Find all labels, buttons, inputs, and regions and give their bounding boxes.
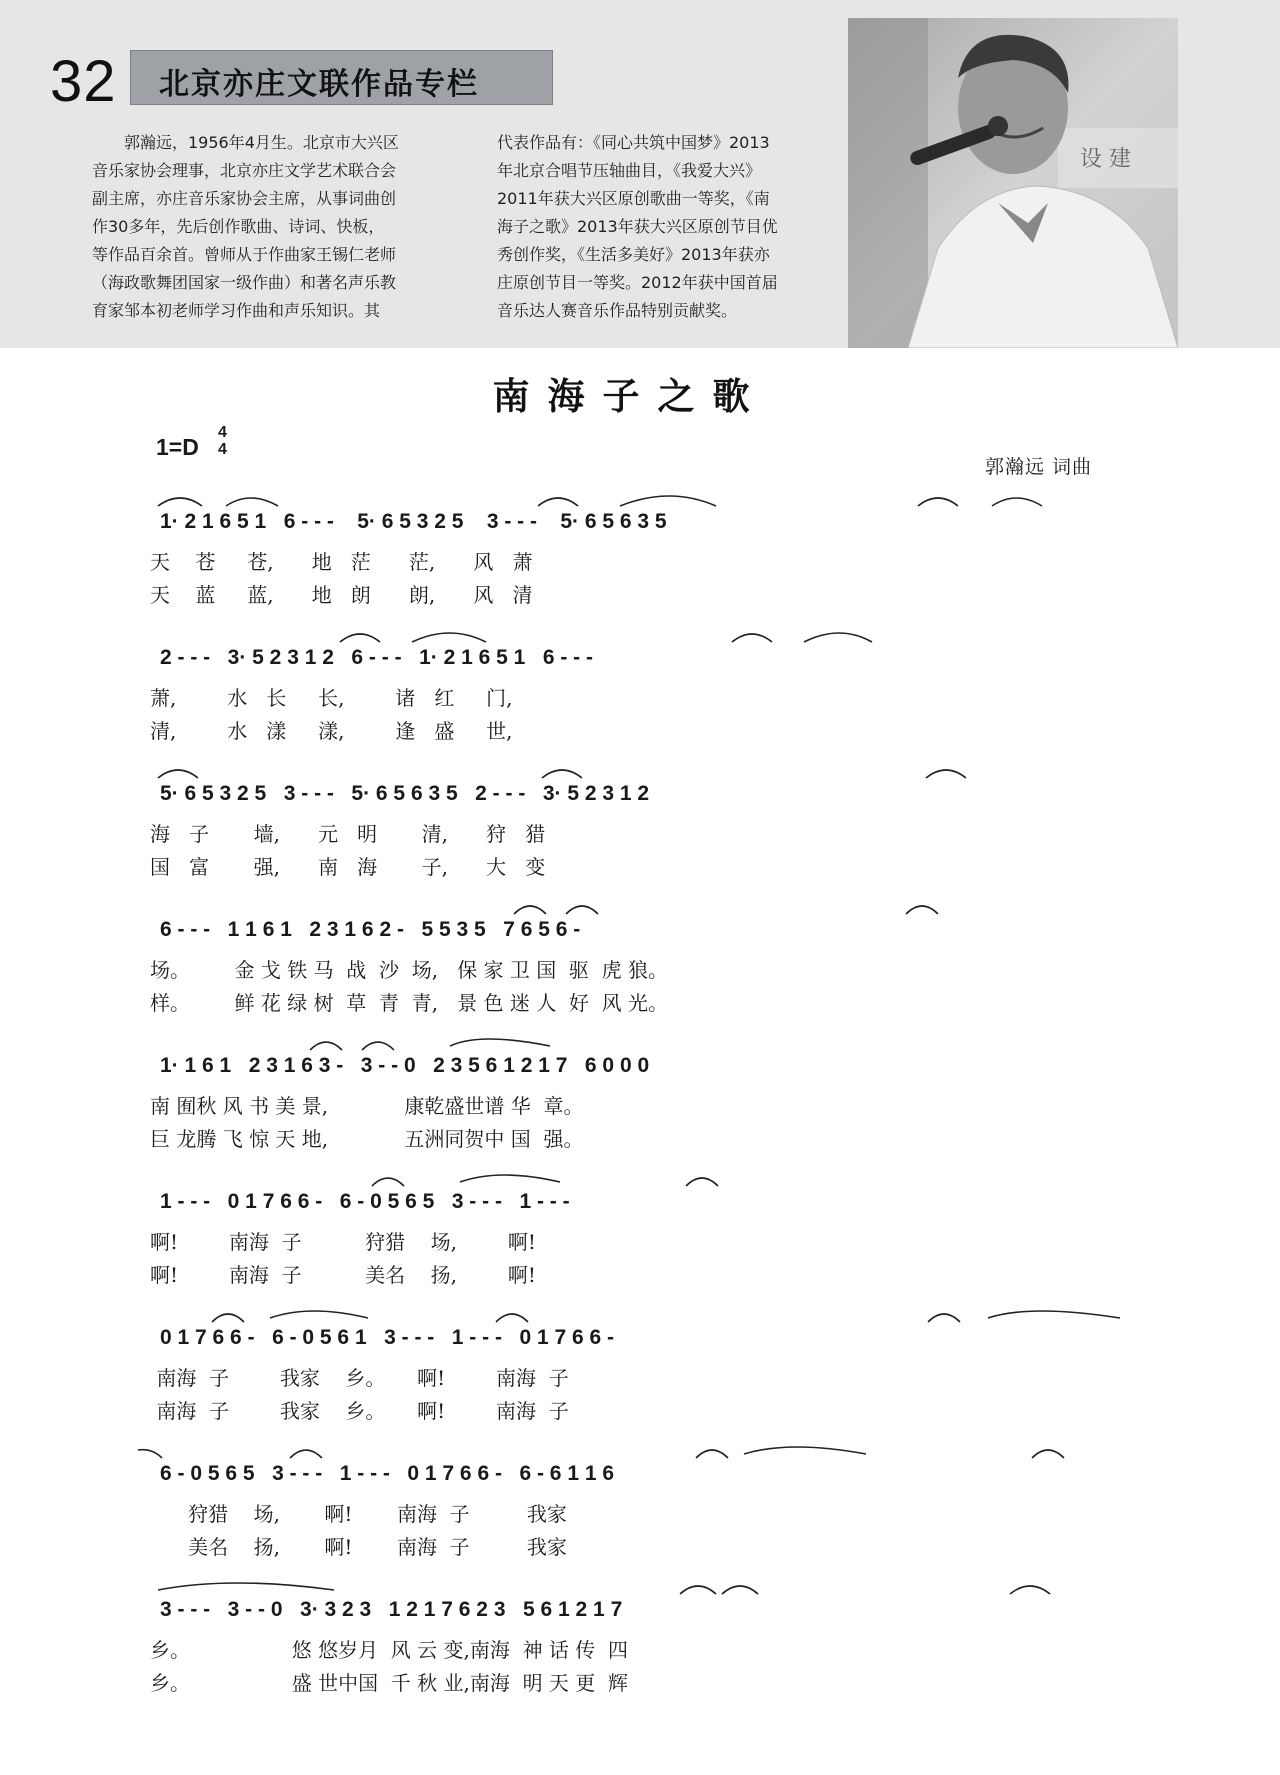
bio-line: 秀创作奖，《生活多美好》2013年获亦 [497,245,770,264]
measure-notes: 1· 1 6 1 2 3 1 6 3 - 3 - - 0 2 3 5 6 1 2 1 7 6 0 0 0 [160,1054,650,1077]
notation-line [150,1054,1120,1086]
bio-line: 海子之歌》2013年获大兴区原创节目优 [497,217,778,236]
measure-notes: 1 - - - 0 1 7 6 6 - 6 - 0 5 6 5 3 - - - 1 - - - [160,1190,570,1213]
lyric-verse-2: 清, 水 漾 漾, 逢 盛 世, [150,719,513,743]
lyric-verse-2: 巨 龙腾 飞 惊 天 地, 五洲同贺中 国 强。 [150,1127,584,1151]
composer-credit: 郭瀚远 词曲 [985,456,1093,478]
composer-photo [848,18,1178,348]
lyric-verse-1: 萧, 水 长 长, 诸 红 门, [150,686,513,710]
notation-line [150,1462,1120,1494]
notation-line [150,1598,1120,1630]
score-system [150,1598,1120,1708]
bio-line: （海政歌舞团国家一级作曲）和著名声乐教 [92,273,397,292]
lyric-verse-2: 国 富 强, 南 海 子, 大 变 [150,855,546,879]
lyric-verse-1: 场。 金 戈 铁 马 战 沙 场, 保 家 卫 国 驱 虎 狼。 [150,958,669,982]
measure-notes: 3 - - - 3 - - 0 3· 3 2 3 1 2 1 7 6 2 3 5 6 1 2 1 7 [160,1598,623,1621]
bio-line: 作30多年，先后创作歌曲、诗词、快板， [92,217,385,236]
page-header [0,0,1280,348]
page-number: 32 [50,49,117,114]
bio-line: 音乐家协会理事，北京亦庄文学艺术联合会 [92,161,397,180]
measure-notes: 6 - - - 1 1 6 1 2 3 1 6 2 - 5 5 3 5 7 6 5 6 - [160,918,581,941]
score-system [150,1326,1120,1436]
lyric-verse-1: 天 苍 苍, 地 茫 茫, 风 萧 [150,550,533,574]
score-system [150,782,1120,892]
notation-line [150,646,1120,678]
column-title: 北京亦庄文联作品专栏 [159,67,479,102]
bio-line: 育家邹本初老师学习作曲和声乐知识。其 [92,301,381,320]
notation-line [150,782,1120,814]
lyric-verse-1: 南 囿秋 风 书 美 景, 康乾盛世谱 华 章。 [150,1094,584,1118]
key-signature: 1=D [156,434,199,460]
score-system [150,918,1120,1028]
time-signature-top: 4 [218,424,227,441]
lyric-verse-1: 南海 子 我家 乡。 啊! 南海 子 [150,1366,569,1390]
bio-left [92,129,452,325]
lyric-verse-1: 乡。 悠 悠岁月 风 云 变,南海 神 话 传 四 [150,1638,629,1662]
bio-line: 等作品百余首。曾师从于作曲家王锡仁老师 [92,245,397,264]
lyric-verse-2: 啊! 南海 子 美名 扬, 啊! [150,1263,536,1287]
svg-text:设 建: 设 建 [1080,147,1131,172]
lyric-verse-1: 啊! 南海 子 狩猎 场, 啊! [150,1230,536,1254]
time-signature [218,424,227,458]
notation-line [150,918,1120,950]
measure-notes: 1· 2 1 6 5 1 6 - - - 5· 6 5 3 2 5 3 - - - 5· 6 5 6 3 5 [160,510,667,533]
lyric-verse-2: 样。 鲜 花 绿 树 草 青 青, 景 色 迷 人 好 风 光。 [150,991,669,1015]
measure-notes: 6 - 0 5 6 5 3 - - - 1 - - - 0 1 7 6 6 - 6 - 6 1 1 6 [160,1462,615,1485]
lyric-verse-2: 天 蓝 蓝, 地 朗 朗, 风 清 [150,583,533,607]
measure-notes: 5· 6 5 3 2 5 3 - - - 5· 6 5 6 3 5 2 - - - 3· 5 2 3 1 2 [160,782,650,805]
lyric-verse-2: 南海 子 我家 乡。 啊! 南海 子 [150,1399,569,1423]
lyric-verse-2: 美名 扬, 啊! 南海 子 我家 [150,1535,567,1559]
bio-right [497,129,857,325]
time-signature-bottom: 4 [218,441,227,458]
score-system [150,1190,1120,1300]
bio-line: 郭瀚远，1956年4月生。北京市大兴区 [92,133,399,152]
bio-line: 庄原创节目一等奖。2012年获中国首届 [497,273,778,292]
measure-notes: 2 - - - 3· 5 2 3 1 2 6 - - - 1· 2 1 6 5 1 6 - - - [160,646,593,669]
bio-line: 年北京合唱节压轴曲目，《我爱大兴》 [497,161,762,180]
bio-line: 副主席，亦庄音乐家协会主席，从事词曲创 [92,189,397,208]
lyric-verse-2: 乡。 盛 世中国 千 秋 业,南海 明 天 更 辉 [150,1671,629,1695]
bio-line: 2011年获大兴区原创歌曲一等奖，《南 [497,189,770,208]
notation-line [150,510,1120,542]
score-system [150,510,1120,620]
bio-line: 音乐达人赛音乐作品特别贡献奖。 [497,301,738,320]
lyric-verse-1: 狩猎 场, 啊! 南海 子 我家 [150,1502,567,1526]
column-banner [130,50,553,105]
song-title: 南海子之歌 [492,374,768,418]
bio-line: 代表作品有：《同心共筑中国梦》2013 [497,133,770,152]
notation-line [150,1190,1120,1222]
score-system [150,646,1120,756]
score-system [150,1462,1120,1572]
lyric-verse-1: 海 子 墙, 元 明 清, 狩 猎 [150,822,546,846]
score-system [150,1054,1120,1164]
notation-line [150,1326,1120,1358]
measure-notes: 0 1 7 6 6 - 6 - 0 5 6 1 3 - - - 1 - - - 0 1 7 6 6 - [160,1326,615,1349]
